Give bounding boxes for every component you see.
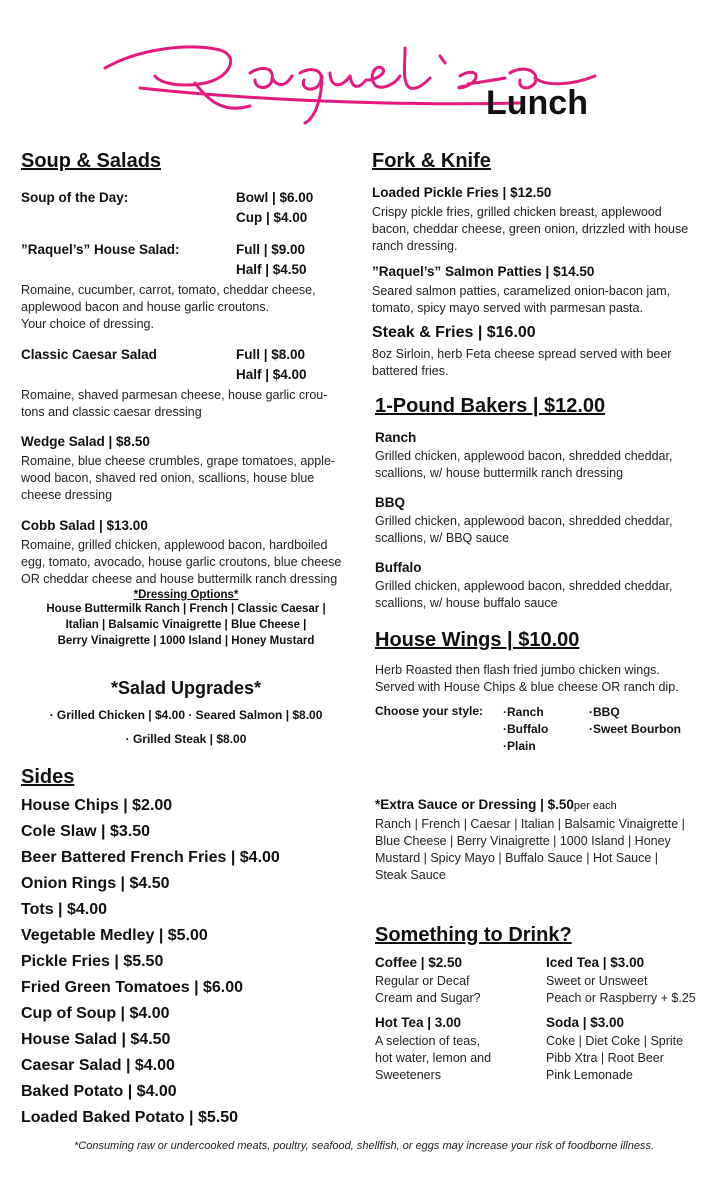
house-salad-full-price: Full | $9.00 <box>236 242 306 257</box>
sides-list <box>21 793 280 1131</box>
caesar-name: Classic Caesar Salad <box>21 347 157 362</box>
soup-name: Soup of the Day: <box>21 190 129 205</box>
pickle-fries-name: Loaded Pickle Fries | $12.50 <box>372 185 552 200</box>
wedge-desc: Romaine, blue cheese crumbles, grape tomatoes, apple- wood bacon, shaved red onion, scallions, house blue cheese dressing <box>21 454 336 502</box>
wings-styles-col1: ·Ranch ·Buffalo ·Plain <box>503 705 549 753</box>
sides-title: Sides <box>21 766 75 788</box>
salmon-desc: Seared salmon patties, caramelized onion-bacon jam, tomato, spicy mayo served with parmesan pasta. <box>372 284 671 315</box>
side-item: Cup of Soup | $4.00 <box>21 1005 170 1022</box>
extra-sauce-list: Ranch | French | Caesar | Italian | Balsamic Vinaigrette | Blue Cheese | Berry Vinaigrette | 1000 Island | Honey Mustard | Spicy Mayo | Buffalo Sauce | Hot Sauce | Steak Sauce <box>375 817 685 882</box>
baker-ranch-desc: Grilled chicken, applewood bacon, shredded cheddar, scallions, w/ house buttermilk ranch dressing <box>375 449 673 480</box>
side-item: Caesar Salad | $4.00 <box>21 1057 175 1074</box>
drinks-title: Something to Drink? <box>375 924 572 946</box>
side-item: Cole Slaw | $3.50 <box>21 823 150 840</box>
caesar-full-price: Full | $8.00 <box>236 347 306 362</box>
menu-label: Lunch <box>486 84 588 122</box>
soup-cup-price: Cup | $4.00 <box>236 210 308 225</box>
extra-sauce-title: *Extra Sauce or Dressing | $.50per each <box>375 797 617 812</box>
baker-bbq-desc: Grilled chicken, applewood bacon, shredded cheddar, scallions, w/ BBQ sauce <box>375 514 673 545</box>
iced-tea-desc: Sweet or Unsweet Peach or Raspberry + $.25 <box>546 974 696 1005</box>
dressing-options: *Dressing Options* House Buttermilk Ranch | French | Classic Caesar | Italian | Balsamic Vinaigrette | Blue Cheese | Berry Vinaigrette | 1000 Island | Honey Mustard <box>21 589 351 649</box>
soup-bowl-price: Bowl | $6.00 <box>236 190 314 205</box>
fork-knife-title: Fork & Knife <box>372 150 491 172</box>
upgrades-title: *Salad Upgrades* <box>110 678 262 698</box>
side-item: Vegetable Medley | $5.00 <box>21 927 208 944</box>
side-item: Baked Potato | $4.00 <box>21 1083 177 1100</box>
steak-name: Steak & Fries | $16.00 <box>372 324 536 341</box>
coffee-name: Coffee | $2.50 <box>375 955 463 970</box>
hot-tea-desc: A selection of teas, hot water, lemon and Sweeteners <box>375 1034 492 1082</box>
side-item: Onion Rings | $4.50 <box>21 875 170 892</box>
soda-desc: Coke | Diet Coke | Sprite Pibb Xtra | Root Beer Pink Lemonade <box>546 1034 684 1082</box>
wings-title: House Wings | $10.00 <box>375 629 580 651</box>
steak-desc: 8oz Sirloin, herb Feta cheese spread served with beer battered fries. <box>372 347 672 378</box>
upgrades-line-1: · Grilled Chicken | $4.00 · Seared Salmon | $8.00 <box>49 708 323 722</box>
side-item: Pickle Fries | $5.50 <box>21 953 164 970</box>
wings-desc: Herb Roasted then flash fried jumbo chicken wings. Served with House Chips & blue cheese OR ranch dip. <box>375 663 679 694</box>
caesar-half-price: Half | $4.00 <box>236 367 307 382</box>
soda-name: Soda | $3.00 <box>546 1015 625 1030</box>
dressing-title: *Dressing Options* <box>133 589 239 601</box>
wings-style-label: Choose your style: <box>375 704 484 718</box>
house-salad-half-price: Half | $4.50 <box>236 262 307 277</box>
side-item: Loaded Baked Potato | $5.50 <box>21 1109 238 1126</box>
foodborne-illness-note: *Consuming raw or undercooked meats, poultry, seafood, shellfish, or eggs may increase your risk of foodborne illness. <box>73 1140 655 1152</box>
soup-salads-title: Soup & Salads <box>21 150 162 172</box>
baker-buffalo-desc: Grilled chicken, applewood bacon, shredded cheddar, scallions, w/ house buffalo sauce <box>375 579 673 610</box>
coffee-desc: Regular or Decaf Cream and Sugar? <box>375 974 481 1005</box>
baker-ranch-name: Ranch <box>375 430 417 445</box>
pickle-fries-desc: Crispy pickle fries, grilled chicken breast, applewood bacon, cheddar cheese, green onion, drizzled with house ranch dressing. <box>372 205 689 253</box>
baker-buffalo-name: Buffalo <box>375 560 422 575</box>
house-salad-desc: Romaine, cucumber, carrot, tomato, cheddar cheese, applewood bacon and house garlic croutons. Your choice of dressing. <box>21 283 316 331</box>
bakers-title: 1-Pound Bakers | $12.00 <box>375 395 606 417</box>
side-item: Beer Battered French Fries | $4.00 <box>21 849 280 866</box>
side-item: Fried Green Tomatoes | $6.00 <box>21 979 244 996</box>
baker-bbq-name: BBQ <box>375 495 405 510</box>
cobb-desc: Romaine, grilled chicken, applewood bacon, hardboiled egg, tomato, avocado, house garlic croutons, blue cheese OR cheddar cheese and house buttermilk ranch dressing <box>21 538 342 586</box>
hot-tea-name: Hot Tea | 3.00 <box>375 1015 462 1030</box>
side-item: House Chips | $2.00 <box>21 797 173 814</box>
cobb-name: Cobb Salad | $13.00 <box>21 518 148 533</box>
upgrades-line-2: · Grilled Steak | $8.00 <box>125 732 247 746</box>
side-item: House Salad | $4.50 <box>21 1031 171 1048</box>
wings-styles-col2: ·BBQ ·Sweet Bourbon <box>589 705 681 736</box>
side-item: Tots | $4.00 <box>21 901 107 918</box>
salmon-name: ”Raquel’s” Salmon Patties | $14.50 <box>372 264 595 279</box>
house-salad-name: ”Raquel’s” House Salad: <box>21 242 180 257</box>
caesar-desc: Romaine, shaved parmesan cheese, house garlic crou- tons and classic caesar dressing <box>21 388 328 419</box>
iced-tea-name: Iced Tea | $3.00 <box>546 955 645 970</box>
wedge-name: Wedge Salad | $8.50 <box>21 434 150 449</box>
